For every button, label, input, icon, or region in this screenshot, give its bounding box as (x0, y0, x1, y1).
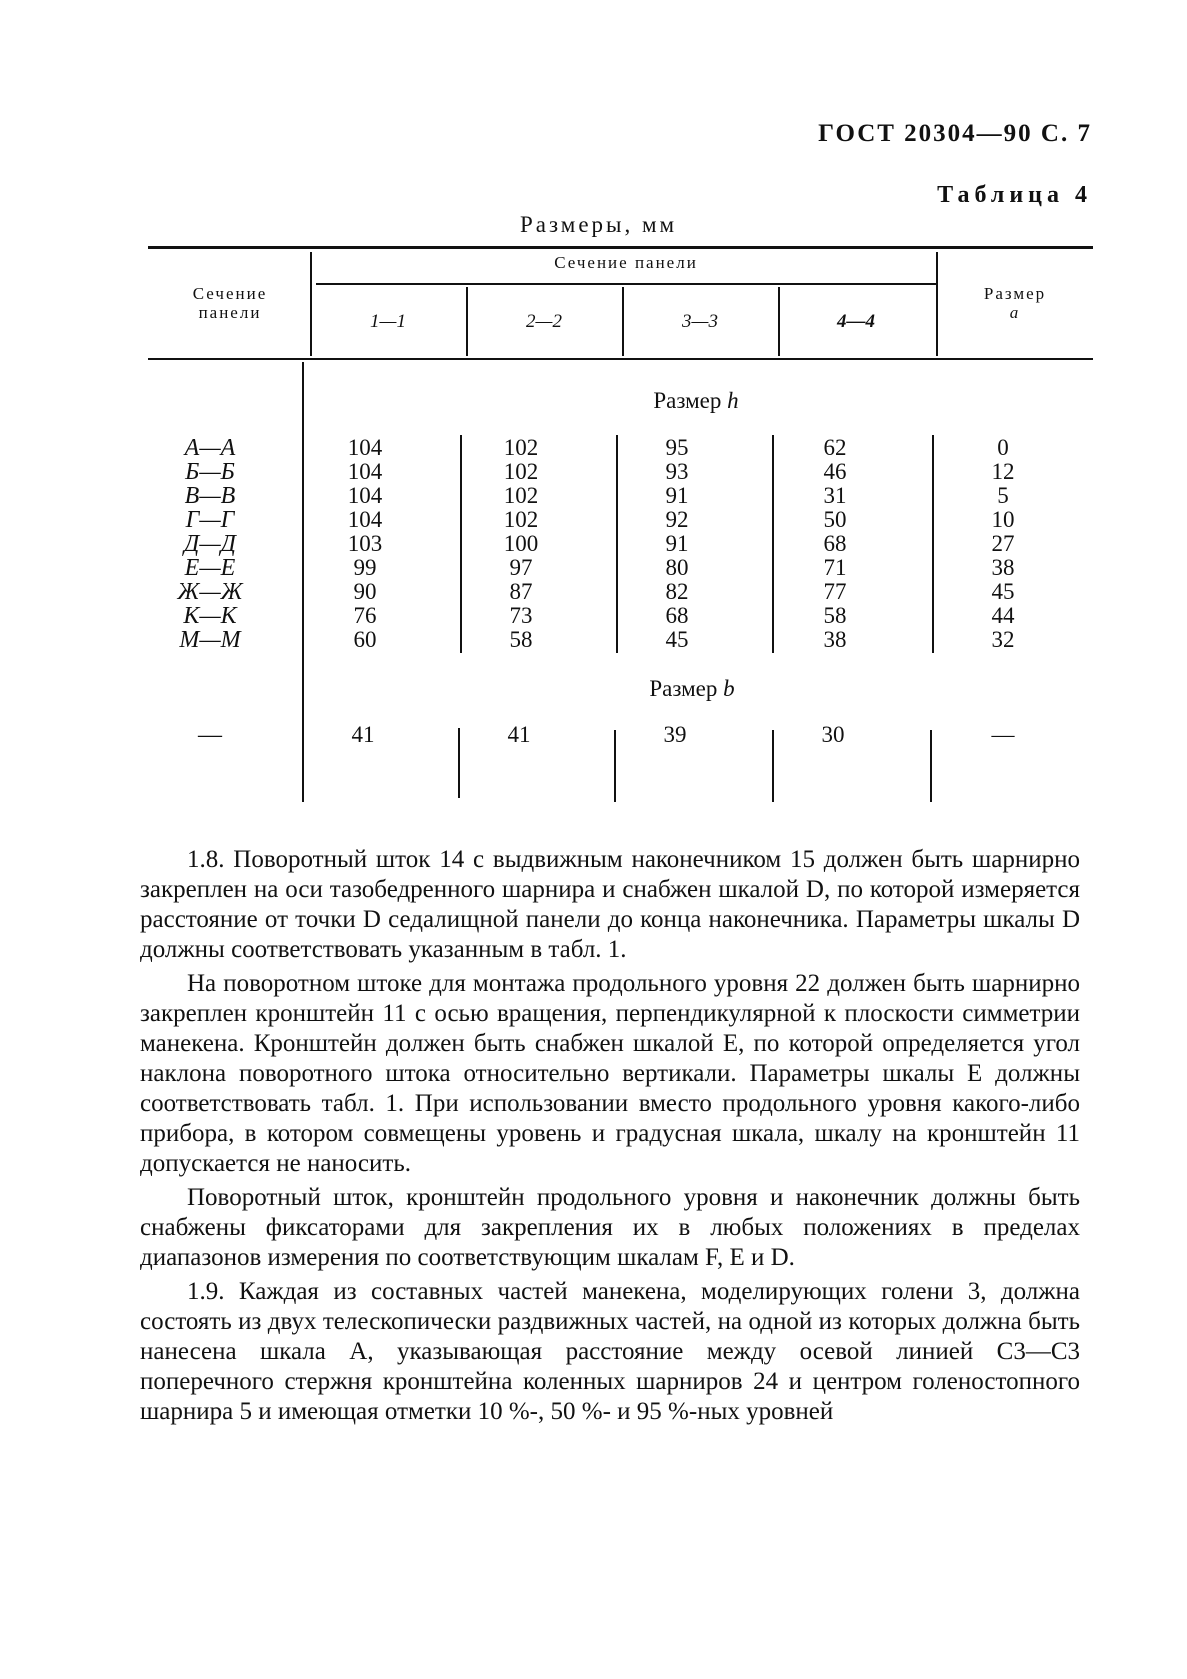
row-header: Сечение панели (192, 284, 268, 322)
row-label: — (198, 722, 222, 748)
table-cell: 58 (823, 603, 847, 628)
page-header: ГОСТ 20304—90 С. 7 (818, 120, 1092, 147)
row-label: Б—Б (185, 459, 235, 485)
table-cell: 80 (665, 555, 689, 580)
table-cell: 12 (991, 459, 1015, 484)
table-cell: 58 (509, 627, 533, 652)
section-b-title: Размер b (649, 676, 735, 701)
table-cell: 32 (991, 627, 1015, 652)
table-cell: 45 (991, 579, 1015, 604)
table-cell: 99 (353, 555, 377, 580)
header-vrule-2 (466, 287, 468, 356)
paragraph-3: Поворотный шток, кронштейн продольного уровня и наконечник должны быть снабжены фиксаторами для закрепления их в любых положениях в пределах диапазонов измерения по соответствующим шкалам F, E и D. (140, 1184, 1080, 1271)
table-caption: Таблица 4 (937, 182, 1092, 208)
table-cell: 76 (353, 603, 377, 628)
table-top-rule (148, 246, 1093, 249)
table-cell: 91 (665, 483, 689, 508)
body-text (140, 845, 1080, 1427)
table-cell: 39 (663, 722, 687, 747)
row-label: В—В (184, 483, 236, 509)
table-cell: 27 (991, 531, 1015, 556)
column-group-rule (316, 283, 936, 285)
table-cell: 104 (347, 459, 383, 484)
table-cell: 100 (503, 531, 539, 556)
table-cell: 92 (665, 507, 689, 532)
table-cell: 50 (823, 507, 847, 532)
table-cell: 0 (997, 435, 1009, 460)
table-cell: 102 (503, 507, 539, 532)
row-label: Е—Е (184, 555, 236, 581)
table-cell: 38 (823, 627, 847, 652)
header-bottom-rule (148, 358, 1093, 360)
header-vrule-1 (310, 252, 312, 356)
table-cell: 90 (353, 579, 377, 604)
paragraph-1-9: 1.9. Каждая из составных частей манекена, моделирующих голени 3, должна состоять из двух телескопически раздвижных частей, на одной из которых должна быть нанесена шкала A, указывающая расстояние между осевой линией C3—C3 поперечного стержня кронштейна коленных шарниров 24 и центром голеностопного шарнира 5 и имеющая отметки 10 %-, 50 %- и 95 %-ных уровней (140, 1278, 1080, 1425)
table-cell: 46 (823, 459, 847, 484)
table-cell: 60 (353, 627, 377, 652)
table-cell: 71 (823, 555, 847, 580)
row-label: Д—Д (184, 531, 236, 557)
table-cell: 104 (347, 435, 383, 460)
table-cell: 102 (503, 483, 539, 508)
table-cell: 103 (347, 531, 383, 556)
column-header-2: 2—2 (526, 311, 562, 332)
paragraph-1-8: 1.8. Поворотный шток 14 с выдвижным наконечником 15 должен быть шарнирно закреплен на оси тазобедренного шарнира и снабжен шкалой D, по которой измеряется расстояние от точки D седалищной панели до конца наконечника. Параметры шкалы D должны соответствовать указанным в табл. 1. (140, 846, 1080, 963)
column-header-3: 3—3 (682, 311, 718, 332)
table-cell: 45 (665, 627, 689, 652)
table-cell: 30 (821, 722, 845, 747)
row-label: Г—Г (185, 507, 235, 533)
header-vrule-3 (622, 287, 624, 356)
table-cell: 104 (347, 483, 383, 508)
table-cell: 73 (509, 603, 533, 628)
table-cell: 87 (509, 579, 533, 604)
table-cell: 95 (665, 435, 689, 460)
column-group-header: Сечение панели (554, 253, 698, 272)
column-header-1: 1—1 (370, 311, 406, 332)
table-cell: 38 (991, 555, 1015, 580)
table-cell: 93 (665, 459, 689, 484)
row-label: Ж—Ж (177, 579, 243, 605)
header-vrule-5 (936, 252, 938, 356)
table-cell: 68 (665, 603, 689, 628)
row-label: К—К (183, 603, 237, 629)
table-cell: 31 (823, 483, 847, 508)
table-cell: 41 (507, 722, 531, 747)
table-cell: 97 (509, 555, 533, 580)
table-cell: 91 (665, 531, 689, 556)
header-vrule-4 (778, 287, 780, 356)
table-cell: 68 (823, 531, 847, 556)
h-vrule-4 (932, 435, 934, 653)
table-cell: 62 (823, 435, 847, 460)
h-vrule-3 (772, 435, 774, 653)
table-cell: 5 (997, 483, 1009, 508)
table-cell: 82 (665, 579, 689, 604)
table-cell: 77 (823, 579, 847, 604)
table-cell: 44 (991, 603, 1015, 628)
section-h-title: Размер h (653, 388, 739, 413)
table-cell: 102 (503, 435, 539, 460)
column-header-4: 4—4 (837, 311, 875, 332)
row-label: М—М (179, 627, 241, 653)
last-column-header: Размер a (983, 284, 1047, 322)
paragraph-2: На поворотном штоке для монтажа продольного уровня 22 должен быть шарнирно закреплен кронштейн 11 с осью вращения, перпендикулярной к плоскости симметрии манекена. Кронштейн должен быть снабжен шкалой E, по которой определяется угол наклона поворотного штока относительно вертикали. Параметры шкалы E должны соответствовать табл. 1. При использовании вместо продольного уровня какого-либо прибора, в котором совмещены уровень и градусная шкала, шкалу на кронштейн 11 допускается не наносить. (140, 970, 1080, 1177)
b-vrule-4 (930, 730, 932, 802)
row-label: А—А (184, 435, 236, 461)
table-cell: 102 (503, 459, 539, 484)
table-cell: — (991, 722, 1015, 747)
table-cell: 104 (347, 507, 383, 532)
table-cell: 10 (991, 507, 1015, 532)
table-cell: 41 (351, 722, 375, 747)
table-units: Размеры, мм (520, 212, 678, 237)
